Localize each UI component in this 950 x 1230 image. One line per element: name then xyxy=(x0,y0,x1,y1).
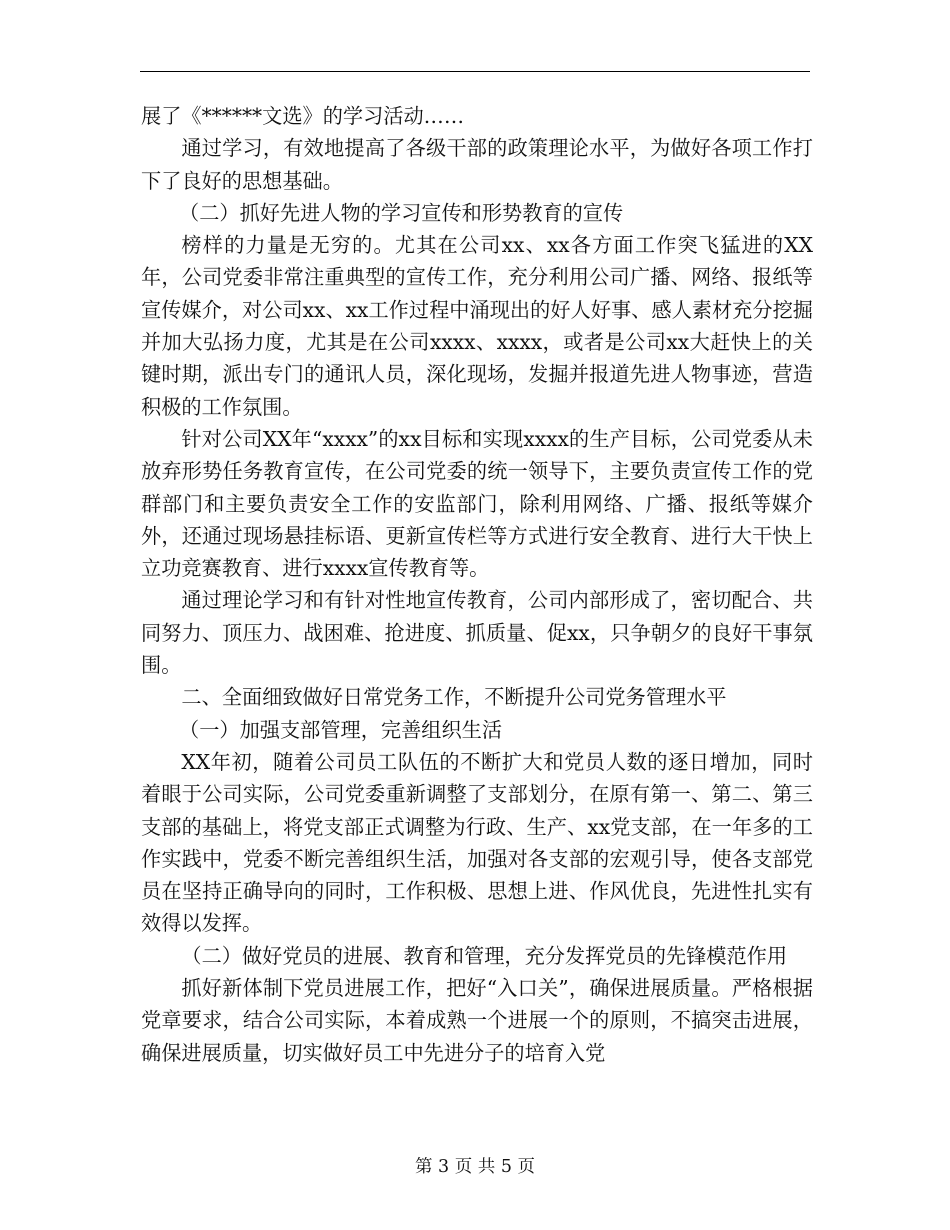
paragraph: 针对公司XX年“xxxx”的xx目标和实现xxxx的生产目标，公司党委从未放弃形势任务教育宣传，在公司党委的统一领导下，主要负责宣传工作的党群部门和主要负责安全工作的安监部门，除利用网络、广播、报纸等媒介外，还通过现场悬挂标语、更新宣传栏等方式进行安全教育、进行大干快上立功竞赛教育、进行xxxx宣传教育等。 xyxy=(141,426,813,581)
header-rule xyxy=(140,71,810,72)
page-number-footer: 第 3 页 共 5 页 xyxy=(414,1157,536,1177)
subsection-heading: （一）加强支部管理，完善组织生活 xyxy=(179,717,503,742)
subsection-heading: （二）做好党员的进展、教育和管理，充分发挥党员的先锋模范作用 xyxy=(181,943,788,968)
paragraph: XX年初，随着公司员工队伍的不断扩大和党员人数的逐日增加，同时着眼于公司实际，公司党委重新调整了支部划分，在原有第一、第二、第三支部的基础上，将党支部正式调整为行政、生产、xx党支部，在一年多的工作实践中，党委不断完善组织生活，加强对各支部的宏观引导，使各支部党员在坚持正确导向的同时，工作积极、思想上进、作风优良，先进性扎实有效得以发挥。 xyxy=(141,749,813,936)
document-body xyxy=(141,100,813,1069)
section-heading: 二、全面细致做好日常党务工作，不断提升公司党务管理水平 xyxy=(181,685,727,710)
subsection-heading: （二）抓好先进人物的学习宣传和形势教育的宣传 xyxy=(179,200,624,225)
paragraph: 榜样的力量是无穷的。尤其在公司xx、xx各方面工作突飞猛进的XX年，公司党委非常注重典型的宣传工作，充分利用公司广播、网络、报纸等宣传媒介，对公司xx、xx工作过程中涌现出的好人好事、感人素材充分挖掘并加大弘扬力度，尤其是在公司xxxx、xxxx，或者是公司xx大赶快上的关键时期，派出专门的通讯人员，深化现场，发掘并报道先进人物事迹，营造积极的工作氛围。 xyxy=(141,233,813,419)
paragraph: 通过学习，有效地提高了各级干部的政策理论水平，为做好各项工作打下了良好的思想基础。 xyxy=(141,136,813,193)
paragraph: 通过理论学习和有针对性地宣传教育，公司内部形成了，密切配合、共同努力、顶压力、战困难、抢进度、抓质量、促xx，只争朝夕的良好干事氛围。 xyxy=(141,588,813,678)
paragraph-continuation: 展了《******文选》的学习活动…… xyxy=(141,104,465,128)
paragraph: 抓好新体制下党员进展工作，把好“入口关”，确保进展质量。严格根据党章要求，结合公司实际，本着成熟一个进展一个的原则，不搞突击进展，确保进展质量，切实做好员工中先进分子的培育入党 xyxy=(141,976,813,1065)
